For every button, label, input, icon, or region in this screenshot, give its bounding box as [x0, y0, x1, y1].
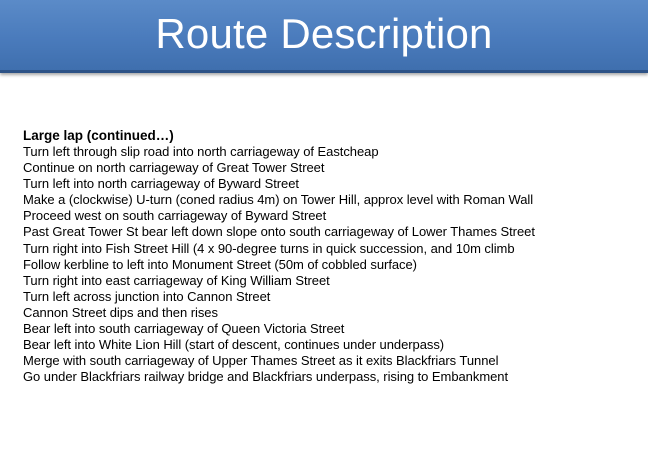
section-heading: Large lap (continued…): [23, 128, 174, 143]
route-step: Turn right into east carriageway of King William Street: [23, 272, 330, 288]
route-step: Turn right into Fish Street Hill (4 x 90-degree turns in quick succession, and 10m climb: [23, 240, 515, 256]
route-step: Turn left into north carriageway of Byward Street: [23, 176, 299, 192]
route-step: Turn left through slip road into north carriageway of Eastcheap: [23, 144, 379, 159]
route-step: Turn left across junction into Cannon Street: [23, 288, 271, 304]
route-step: Proceed west on south carriageway of Byward Street: [23, 208, 327, 224]
slide-title: Route Description: [155, 10, 493, 57]
route-step: Make a (clockwise) U-turn (coned radius 4m) on Tower Hill, approx level with Roman Wall: [23, 192, 534, 208]
route-content: [23, 128, 638, 385]
route-step: Past Great Tower St bear left down slope onto south carriageway of Lower Thames Street: [23, 224, 535, 240]
route-step: Cannon Street dips and then rises: [23, 304, 218, 320]
route-step: Bear left into White Lion Hill (start of descent, continues under underpass): [23, 337, 445, 353]
route-step: Follow kerbline to left into Monument Street (50m of cobbled surface): [23, 256, 417, 272]
route-step: Bear left into south carriageway of Queen Victoria Street: [23, 321, 345, 337]
route-step-list: [23, 144, 638, 385]
route-step: Merge with south carriageway of Upper Thames Street as it exits Blackfriars Tunnel: [23, 353, 499, 369]
title-banner: [0, 0, 648, 73]
route-step: Continue on north carriageway of Great Tower Street: [23, 160, 325, 176]
route-step: Go under Blackfriars railway bridge and Blackfriars underpass, rising to Embankment: [23, 369, 509, 385]
